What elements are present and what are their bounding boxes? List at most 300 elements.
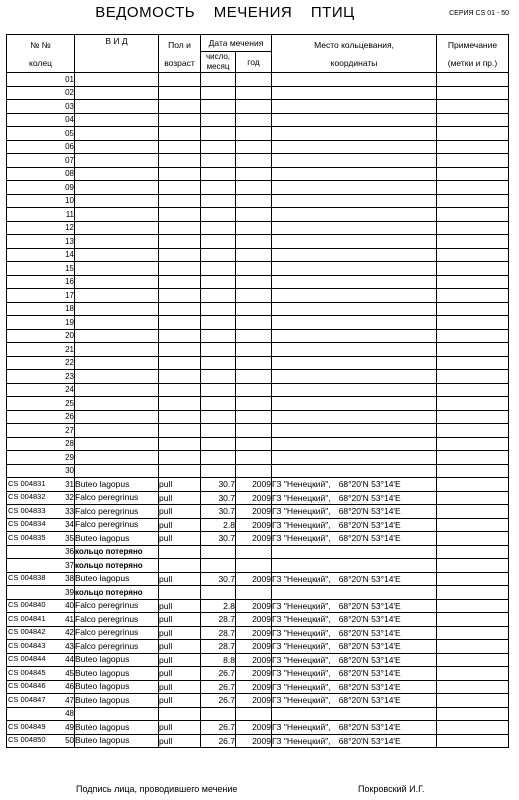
note-cell — [437, 640, 509, 654]
age-cell — [159, 545, 201, 559]
note-cell — [437, 181, 509, 195]
species-name: Falco peregrinus — [75, 505, 139, 516]
table-row — [7, 410, 509, 424]
species-name: Buteo lagopus — [75, 478, 130, 489]
species-name: Buteo lagopus — [75, 681, 130, 692]
col-species: В И Д — [75, 35, 159, 73]
table-row — [7, 559, 509, 573]
table-row — [7, 113, 509, 127]
year-cell — [236, 329, 272, 343]
day-month-cell — [201, 464, 236, 478]
age-cell — [159, 73, 201, 87]
year-cell — [236, 397, 272, 411]
ring-number-cell — [7, 640, 75, 654]
day-month-cell — [201, 208, 236, 222]
row-index: 21 — [65, 344, 74, 354]
table-row — [7, 640, 509, 654]
place-cell — [272, 208, 437, 222]
ring-lost-note: кольцо потеряно — [75, 560, 143, 570]
day-month-cell — [201, 289, 236, 303]
ring-number-cell — [7, 667, 75, 681]
ring-number-cell — [7, 451, 75, 465]
coordinates: 68°20'N 53°14'E — [338, 641, 401, 651]
row-index: 48 — [65, 709, 74, 719]
day-month-cell: 26.7 — [201, 734, 236, 748]
row-index: 08 — [65, 169, 74, 179]
species-cell — [75, 100, 159, 114]
age-cell: pull — [159, 505, 201, 519]
table-row — [7, 694, 509, 708]
year-cell — [236, 262, 272, 276]
age-cell — [159, 356, 201, 370]
species-cell — [75, 545, 159, 559]
note-cell — [437, 343, 509, 357]
row-index: 01 — [65, 74, 74, 84]
year-cell: 2009 — [236, 613, 272, 627]
year-cell — [236, 113, 272, 127]
year-cell — [236, 140, 272, 154]
place-name: ГЗ "Ненецкий", — [272, 695, 331, 705]
note-cell — [437, 613, 509, 627]
coordinates: 68°20'N 53°14'E — [338, 519, 401, 530]
age-cell: pull — [159, 613, 201, 627]
day-month-cell — [201, 370, 236, 384]
note-cell — [437, 275, 509, 289]
species-cell — [75, 410, 159, 424]
species-cell — [75, 86, 159, 100]
species-cell — [75, 478, 159, 492]
year-cell — [236, 343, 272, 357]
day-month-cell — [201, 707, 236, 721]
row-index: 36 — [65, 547, 74, 557]
row-index: 11 — [65, 209, 74, 219]
note-cell — [437, 707, 509, 721]
ring-lost-note: кольцо потеряно — [75, 547, 143, 557]
day-month-cell: 30.7 — [201, 532, 236, 546]
age-cell — [159, 464, 201, 478]
ring-number-cell — [7, 707, 75, 721]
ring-number-cell — [7, 127, 75, 141]
year-cell — [236, 275, 272, 289]
ring-number-cell — [7, 424, 75, 438]
place-cell — [272, 586, 437, 600]
year-cell: 2009 — [236, 653, 272, 667]
species-name: Buteo lagopus — [75, 694, 130, 705]
place-cell — [272, 491, 437, 505]
row-index: 50 — [65, 736, 74, 746]
ring-number-cell — [7, 586, 75, 600]
day-month-cell: 30.7 — [201, 572, 236, 586]
place-cell — [272, 154, 437, 168]
table-row — [7, 572, 509, 586]
year-cell — [236, 451, 272, 465]
ring-number-cell — [7, 235, 75, 249]
age-cell — [159, 167, 201, 181]
day-month-cell — [201, 194, 236, 208]
coordinates: 68°20'N 53°14'E — [338, 654, 401, 665]
row-index: 39 — [65, 587, 74, 597]
place-cell — [272, 248, 437, 262]
table-body — [7, 73, 509, 748]
note-cell — [437, 113, 509, 127]
coordinates: 68°20'N 53°14'E — [338, 614, 401, 624]
year-cell: 2009 — [236, 572, 272, 586]
table-row — [7, 613, 509, 627]
place-cell — [272, 140, 437, 154]
place-name: ГЗ "Ненецкий", — [272, 533, 331, 543]
year-cell — [236, 100, 272, 114]
day-month-cell — [201, 167, 236, 181]
year-cell — [236, 208, 272, 222]
note-cell — [437, 194, 509, 208]
day-month-cell — [201, 545, 236, 559]
year-cell — [236, 154, 272, 168]
place-cell — [272, 694, 437, 708]
place-cell — [272, 370, 437, 384]
species-name: Buteo lagopus — [75, 735, 130, 746]
age-cell — [159, 86, 201, 100]
ring-number-cell — [7, 694, 75, 708]
note-cell — [437, 100, 509, 114]
day-month-cell — [201, 437, 236, 451]
col-ring-number-line1: № № — [30, 39, 51, 50]
age-cell: pull — [159, 721, 201, 735]
row-index: 31 — [65, 479, 74, 489]
col-day-month: число, месяц — [201, 52, 236, 73]
age-cell — [159, 235, 201, 249]
table-row — [7, 181, 509, 195]
note-cell — [437, 464, 509, 478]
page-title: ВЕДОМОСТЬ МЕЧЕНИЯ ПТИЦ — [95, 4, 355, 21]
row-index: 40 — [65, 601, 74, 611]
table-row — [7, 464, 509, 478]
place-name: ГЗ "Ненецкий", — [272, 735, 331, 746]
species-cell — [75, 667, 159, 681]
species-cell — [75, 505, 159, 519]
year-cell — [236, 235, 272, 249]
ring-number-cell — [7, 302, 75, 316]
day-month-cell — [201, 235, 236, 249]
place-name: ГЗ "Ненецкий", — [272, 573, 331, 584]
place-cell — [272, 73, 437, 87]
year-cell: 2009 — [236, 518, 272, 532]
note-cell — [437, 478, 509, 492]
age-cell: pull — [159, 653, 201, 667]
table-row — [7, 127, 509, 141]
table-row — [7, 626, 509, 640]
place-cell — [272, 262, 437, 276]
species-cell — [75, 572, 159, 586]
ring-number-cell — [7, 734, 75, 748]
table-row — [7, 545, 509, 559]
year-cell — [236, 127, 272, 141]
place-cell — [272, 127, 437, 141]
day-month-cell — [201, 329, 236, 343]
ring-code: CS 004842 — [8, 627, 46, 637]
row-index: 45 — [65, 668, 74, 678]
species-cell — [75, 734, 159, 748]
place-cell — [272, 167, 437, 181]
ring-number-cell — [7, 275, 75, 289]
row-index: 35 — [65, 533, 74, 543]
age-cell — [159, 140, 201, 154]
year-cell: 2009 — [236, 626, 272, 640]
age-cell — [159, 154, 201, 168]
ring-number-cell — [7, 572, 75, 586]
ring-number-cell — [7, 721, 75, 735]
species-cell — [75, 626, 159, 640]
table-row — [7, 343, 509, 357]
place-cell — [272, 302, 437, 316]
note-cell — [437, 586, 509, 600]
year-cell — [236, 424, 272, 438]
ring-number-cell — [7, 86, 75, 100]
row-index: 37 — [65, 560, 74, 570]
species-cell — [75, 613, 159, 627]
species-name: Falco peregrinus — [75, 613, 139, 624]
signer-name: Покровский И.Г. — [358, 784, 425, 794]
row-index: 49 — [65, 722, 74, 732]
ring-code: CS 004849 — [8, 721, 46, 731]
table-row — [7, 73, 509, 87]
year-cell — [236, 383, 272, 397]
age-cell: pull — [159, 532, 201, 546]
row-index: 23 — [65, 371, 74, 381]
species-cell — [75, 424, 159, 438]
year-cell — [236, 316, 272, 330]
note-cell — [437, 734, 509, 748]
species-cell — [75, 262, 159, 276]
note-cell — [437, 127, 509, 141]
place-cell — [272, 653, 437, 667]
ring-number-cell — [7, 316, 75, 330]
species-cell — [75, 248, 159, 262]
ring-number-cell — [7, 73, 75, 87]
species-cell — [75, 113, 159, 127]
species-cell — [75, 694, 159, 708]
row-index: 24 — [65, 385, 74, 395]
species-name: Buteo lagopus — [75, 573, 130, 584]
species-cell — [75, 397, 159, 411]
species-cell — [75, 653, 159, 667]
species-cell — [75, 559, 159, 573]
table-row — [7, 734, 509, 748]
table-row — [7, 235, 509, 249]
place-cell — [272, 329, 437, 343]
species-cell — [75, 518, 159, 532]
year-cell: 2009 — [236, 599, 272, 613]
species-cell — [75, 532, 159, 546]
place-cell — [272, 680, 437, 694]
age-cell — [159, 329, 201, 343]
table-row — [7, 248, 509, 262]
place-cell — [272, 478, 437, 492]
ring-number-cell — [7, 113, 75, 127]
year-cell — [236, 86, 272, 100]
note-cell — [437, 329, 509, 343]
year-cell — [236, 437, 272, 451]
row-index: 29 — [65, 452, 74, 462]
table-row — [7, 289, 509, 303]
species-cell — [75, 370, 159, 384]
place-cell — [272, 626, 437, 640]
year-cell — [236, 545, 272, 559]
place-name: ГЗ "Ненецкий", — [272, 600, 331, 611]
table-row — [7, 302, 509, 316]
age-cell — [159, 113, 201, 127]
ring-number-cell — [7, 491, 75, 505]
note-cell — [437, 572, 509, 586]
table-row — [7, 329, 509, 343]
table-row — [7, 86, 509, 100]
year-cell — [236, 194, 272, 208]
coordinates: 68°20'N 53°14'E — [338, 668, 401, 678]
year-cell — [236, 356, 272, 370]
table-row — [7, 194, 509, 208]
row-index: 20 — [65, 331, 74, 341]
note-cell — [437, 545, 509, 559]
ring-number-cell — [7, 410, 75, 424]
ring-code: CS 004844 — [8, 654, 46, 664]
day-month-cell: 26.7 — [201, 680, 236, 694]
row-index: 44 — [65, 655, 74, 665]
coordinates: 68°20'N 53°14'E — [338, 695, 401, 705]
ring-number-cell — [7, 329, 75, 343]
note-cell — [437, 154, 509, 168]
place-name: ГЗ "Ненецкий", — [272, 492, 331, 503]
row-index: 34 — [65, 520, 74, 530]
species-name: Buteo lagopus — [75, 721, 130, 732]
species-cell — [75, 640, 159, 654]
ring-number-cell — [7, 343, 75, 357]
year-cell: 2009 — [236, 721, 272, 735]
ring-code: CS 004838 — [8, 573, 46, 583]
species-name: Buteo lagopus — [75, 667, 130, 678]
species-cell — [75, 491, 159, 505]
year-cell — [236, 221, 272, 235]
note-cell — [437, 410, 509, 424]
ring-number-cell — [7, 194, 75, 208]
day-month-cell: 30.7 — [201, 478, 236, 492]
species-cell — [75, 181, 159, 195]
day-month-cell: 26.7 — [201, 694, 236, 708]
row-index: 05 — [65, 128, 74, 138]
ring-number-cell — [7, 626, 75, 640]
note-cell — [437, 235, 509, 249]
row-index: 06 — [65, 142, 74, 152]
row-index: 17 — [65, 290, 74, 300]
day-month-cell: 28.7 — [201, 626, 236, 640]
table-row — [7, 437, 509, 451]
col-year: год — [236, 52, 272, 73]
place-name: ГЗ "Ненецкий", — [272, 479, 331, 489]
age-cell — [159, 343, 201, 357]
day-month-cell — [201, 73, 236, 87]
row-index: 43 — [65, 641, 74, 651]
coordinates: 68°20'N 53°14'E — [338, 735, 401, 746]
day-month-cell — [201, 451, 236, 465]
table-row — [7, 653, 509, 667]
day-month-cell — [201, 100, 236, 114]
ring-number-cell — [7, 221, 75, 235]
place-cell — [272, 451, 437, 465]
col-note-line2: (метки и пр.) — [447, 57, 498, 68]
col-note-line1: Примечание — [447, 39, 498, 50]
day-month-cell — [201, 424, 236, 438]
species-cell — [75, 208, 159, 222]
year-cell — [236, 181, 272, 195]
day-month-cell: 8.8 — [201, 653, 236, 667]
note-cell — [437, 167, 509, 181]
year-cell: 2009 — [236, 532, 272, 546]
age-cell: pull — [159, 667, 201, 681]
year-cell: 2009 — [236, 478, 272, 492]
ring-number-cell — [7, 262, 75, 276]
table-row — [7, 140, 509, 154]
ring-code: CS 004831 — [8, 478, 46, 488]
place-cell — [272, 721, 437, 735]
species-cell — [75, 275, 159, 289]
day-month-cell — [201, 248, 236, 262]
coordinates: 68°20'N 53°14'E — [338, 492, 401, 503]
place-cell — [272, 667, 437, 681]
age-cell — [159, 127, 201, 141]
note-cell — [437, 73, 509, 87]
day-month-cell: 30.7 — [201, 505, 236, 519]
age-cell — [159, 289, 201, 303]
col-sex-age-line2: возраст — [164, 57, 195, 68]
age-cell — [159, 221, 201, 235]
table-row — [7, 478, 509, 492]
day-month-cell — [201, 397, 236, 411]
species-cell — [75, 235, 159, 249]
species-cell — [75, 140, 159, 154]
note-cell — [437, 248, 509, 262]
note-cell — [437, 532, 509, 546]
ring-code: CS 004841 — [8, 613, 46, 623]
table-row — [7, 680, 509, 694]
row-index: 09 — [65, 182, 74, 192]
place-cell — [272, 532, 437, 546]
ring-number-cell — [7, 140, 75, 154]
note-cell — [437, 653, 509, 667]
ring-number-cell — [7, 289, 75, 303]
place-name: ГЗ "Ненецкий", — [272, 627, 331, 638]
place-name: ГЗ "Ненецкий", — [272, 506, 331, 516]
species-name: Falco peregrinus — [75, 600, 139, 611]
col-sex-age — [159, 35, 201, 73]
place-cell — [272, 289, 437, 303]
age-cell — [159, 248, 201, 262]
note-cell — [437, 397, 509, 411]
day-month-cell — [201, 113, 236, 127]
col-date-group: Дата мечения — [201, 35, 272, 52]
row-index: 04 — [65, 115, 74, 125]
ring-number-cell — [7, 532, 75, 546]
ring-code: CS 004833 — [8, 505, 46, 515]
table-row — [7, 370, 509, 384]
species-cell — [75, 154, 159, 168]
year-cell — [236, 248, 272, 262]
col-note — [437, 35, 509, 73]
day-month-cell — [201, 127, 236, 141]
col-place-line2: координаты — [330, 57, 378, 68]
ring-number-cell — [7, 356, 75, 370]
place-cell — [272, 275, 437, 289]
ring-code: CS 004834 — [8, 519, 46, 529]
place-name: ГЗ "Ненецкий", — [272, 519, 331, 530]
day-month-cell — [201, 140, 236, 154]
